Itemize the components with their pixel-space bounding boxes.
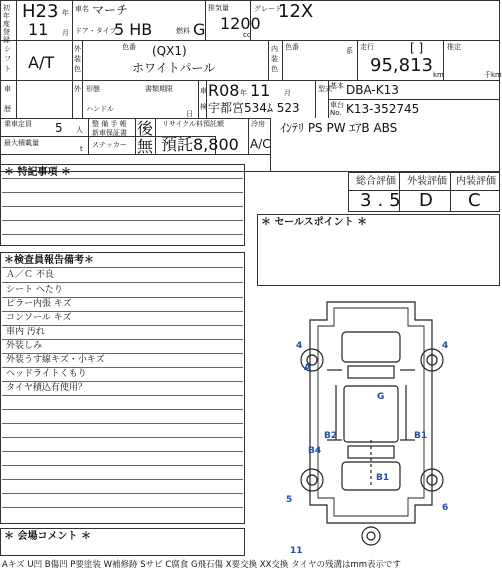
- special-notes-title: ＊ 特記事項 ＊: [4, 167, 71, 178]
- chassis-label: 車台No.: [330, 101, 344, 117]
- capacity-value: 5: [55, 121, 63, 135]
- grade-label: グレード: [254, 5, 282, 13]
- recycle-label: リサイクル料預託額: [162, 120, 225, 128]
- expiry-value: R08: [208, 81, 240, 100]
- year-label: 初年度登録: [3, 4, 10, 44]
- int-color-suffix: 系: [346, 47, 353, 55]
- none-value: 無: [137, 137, 154, 156]
- color-name: ホワイトパール: [132, 61, 216, 75]
- sha-label: 車: [200, 87, 207, 95]
- tire-rear-left-label: 5: [286, 495, 293, 505]
- expiry-day-unit: 日: [186, 110, 193, 118]
- model-label: 車名: [75, 5, 89, 13]
- exterior-grade-value: D: [419, 190, 433, 211]
- ac-value: A/C: [250, 137, 271, 151]
- inspector-note: シート へたり: [6, 285, 63, 295]
- mileage-value: 95,813: [370, 55, 433, 76]
- warranty-label: 新車保証書: [92, 129, 127, 137]
- interior-grade-label: 内装評価: [456, 176, 496, 187]
- max-load-label: 最大積載量: [4, 139, 39, 147]
- mileage-brackets: [ ]: [410, 41, 424, 55]
- handle-label: ハンドル: [86, 105, 114, 113]
- tire-front-right-label: 4: [442, 341, 449, 351]
- chassis-value: K13-352745: [346, 102, 420, 116]
- spare-tire-label: 11: [290, 546, 303, 556]
- venue-comments-title: ＊ 会場コメント ＊: [4, 531, 91, 542]
- int-color-label: 内装色: [271, 45, 278, 73]
- year-value: H23: [22, 1, 59, 22]
- inspector-note: Ａ／Ｃ 不良: [6, 270, 54, 280]
- expiry-month-unit: 月: [284, 89, 291, 97]
- history-label: 歴: [4, 105, 11, 113]
- ext-color-label: 外装色: [74, 45, 81, 73]
- displacement-value: 1200: [220, 14, 261, 33]
- inspection-unit: 千km: [484, 71, 502, 79]
- mileage-unit: km: [433, 71, 444, 79]
- ac-label: 冷房: [251, 120, 265, 128]
- fuel-label: 燃料: [176, 27, 190, 35]
- year-unit: 年: [62, 9, 69, 17]
- inspector-note: タイヤ積込有使用？: [6, 383, 87, 393]
- ext-type-label: 外: [74, 85, 81, 93]
- car-damage-diagram: [282, 290, 462, 560]
- sales-points-title: ＊ セールスポイント ＊: [261, 217, 368, 228]
- damage-legend: Aキズ U凹 B傷凹 P要塗装 W補修跡 Sサビ C腐食 G飛石傷 X要交換 XX交換 タイヤの残溝はmm表示です: [2, 560, 402, 570]
- left-quarter-label: B4: [308, 446, 322, 456]
- doc-label: 書類期限: [145, 85, 173, 93]
- front-panel-label: A: [304, 363, 311, 373]
- model-value: マーチ: [92, 3, 129, 17]
- shift-value: A/T: [28, 53, 55, 72]
- overall-grade-label: 総合評価: [356, 176, 396, 187]
- model-base-label: 基本: [330, 82, 344, 90]
- manual-label: 整 備 手 帳: [92, 120, 127, 128]
- max-load-unit: t: [80, 145, 83, 153]
- int-color-number-label: 色番: [285, 43, 299, 51]
- capacity-unit: 人: [76, 126, 83, 134]
- month-unit: 月: [62, 29, 69, 37]
- inspector-note: ピラー内張 キズ: [6, 299, 72, 309]
- inspector-note: 外装しみ: [6, 341, 43, 351]
- grade-value: 12X: [278, 1, 314, 22]
- exterior-grade-label: 外装評価: [407, 176, 447, 187]
- door-value: 5 HB: [114, 20, 153, 39]
- rear-bumper-label: B1: [376, 473, 390, 483]
- right-rear-door-label: B1: [414, 431, 428, 441]
- recycle-value: 預託8,800: [161, 135, 239, 154]
- inspection-label: 推定: [447, 43, 461, 51]
- ken-label: 検: [200, 103, 207, 111]
- fuel-value: G: [193, 20, 206, 39]
- sticker-label: ステッカー: [92, 141, 127, 149]
- color-label: 色番: [122, 43, 136, 51]
- rear-value: 後: [137, 119, 154, 138]
- inspector-note: 車内 汚れ: [6, 327, 45, 337]
- shift-label: シフト: [4, 45, 11, 73]
- interior-grade-value: C: [468, 190, 481, 211]
- model-code-label: 型式: [318, 85, 332, 93]
- capacity-label: 乗車定員: [4, 120, 32, 128]
- overall-grade-value: 3.5: [360, 190, 407, 211]
- type-label: 形態: [86, 85, 100, 93]
- expiry-month: 11: [250, 81, 271, 100]
- inspector-notes-title: ＊検査員報告備考＊: [4, 255, 94, 266]
- mileage-label: 走行: [360, 43, 374, 51]
- tire-rear-right-label: 6: [442, 503, 449, 513]
- left-rear-door-label: B2: [324, 431, 338, 441]
- inspector-note: 外装うす線キズ・小キズ: [6, 355, 105, 365]
- tire-front-left-label: 4: [296, 341, 303, 351]
- month-value: 11: [28, 20, 49, 39]
- roof-label: G: [377, 392, 385, 402]
- displacement-unit: cc: [243, 31, 251, 39]
- plate-value: 宇都宮534ﾑ 523: [208, 101, 300, 115]
- displacement-label: 排気量: [208, 4, 229, 12]
- model-code-value: DBA-K13: [346, 83, 399, 97]
- inspector-note: ヘッドライトくもり: [6, 369, 87, 379]
- door-label: ドア・タイプ: [75, 27, 117, 35]
- car-label: 車: [4, 85, 11, 93]
- inspector-note: コンソール キズ: [6, 313, 72, 323]
- color-code: (QX1): [152, 44, 187, 58]
- expiry-year-unit: 年: [240, 89, 247, 97]
- equipment-value: ｲﾝﾃﾘ PS PW ｴｱB ABS: [280, 121, 398, 135]
